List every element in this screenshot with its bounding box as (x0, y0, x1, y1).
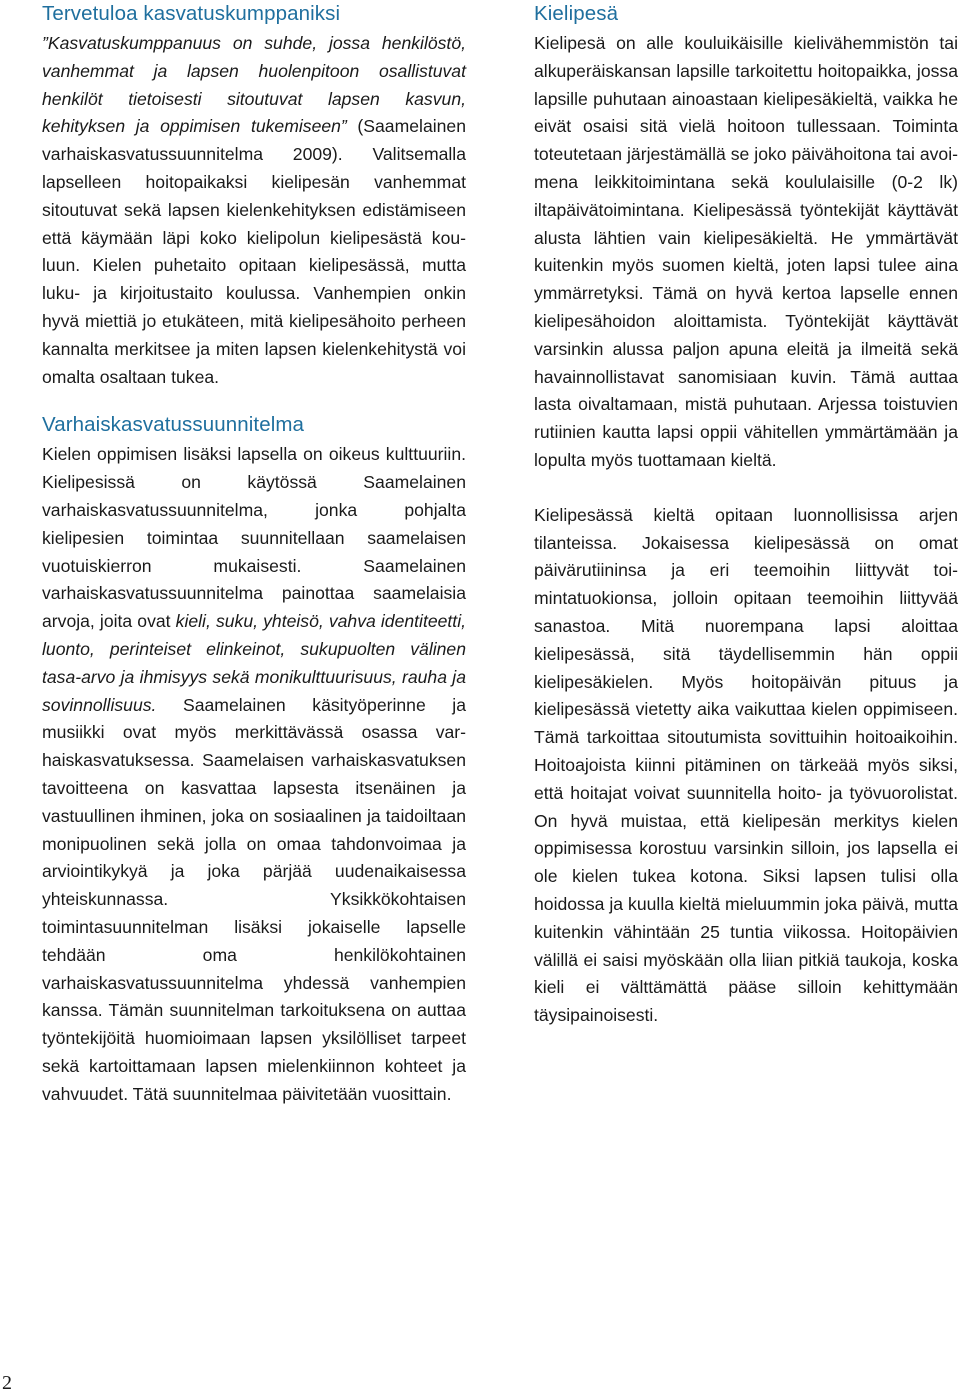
page-number: 2 (2, 1372, 12, 1394)
paragraph-partnership (42, 30, 466, 391)
heading-language-nest: Kielipesä (534, 2, 619, 25)
partnership-quote: ”Kasvatuskumppanuus on suhde, jossa henkilöstö, vanhemmat ja lapsen huolenpitoon osallistuvat henkilöt tietoisesti sitoutuvat lapsen kasvun, kehityksen ja oppimisen tukemiseen” (42, 33, 466, 137)
curriculum-text-b: Saamelainen käsityöperinne ja musiikki ovat myös merkittävässä osassa varhaiskasvatuksessa. Saamelaisen varhaiskasvatuksen tavoitteena on kasvattaa lapsesta itsenäinen ja vastuullinen ihminen, joka on sosiaalinen ja taidoiltaan monipuolinen sekä jolla on omaa tahdonvoimaa ja arviointikykyä ja joka pärjää uudenaikaisessa yhteiskunnassa. Yksikkökohtaisen toimintasuunnitelman lisäksi jokaiselle lapselle tehdään oma henkilökohtainen varhaiskasvatussuunnitelma yhdessä vanhempien kanssa. Tämän suunnitelman tarkoituksena on auttaa työntekijöitä huomioimaan lapsen yksilölliset tarpeet sekä kartoittamaan lapsen mielenkiinnon kohteet ja vahvuudet. Tätä suunnitelmaa päivitetään vuosittain. (42, 694, 466, 1104)
heading-welcome: Tervetuloa kasvatuskumppaniksi (42, 2, 341, 25)
paragraph-language-nest: Kielipesä on alle kouluikäisille kielivähemmistön tai alkuperäiskansan lapsille tarkoitettu hoitopaikka, jossa lapsille puhutaan ainoastaan kielipesäkieltä, vaikka he eivät osaisi sitä vielä hoitoon tullessaan. Toiminta toteutetaan järjestämällä se joko päivähoitona tai avoimena leikkitoimintana sekä koululaisille (0-2 lk) iltapäivätoimintana. Kielipesässä työntekijät käyttävät alusta lähtien vain kielipesäkieltä. He ymmärtävät kuitenkin myös suomen kieltä, joten lapsi tulee aina ymmärretyksi. Tämä on hyvä kertoa lapselle ennen kielipesähoidon aloittamista. Työntekijät käyttävät varsinkin alussa paljon apuna eleitä ja ilmeitä sekä havainnollistavat sanomisiaan kuvin. Tämä auttaa lasta oivaltamaan, mistä puhutaan. Arjessa toistuvien rutiinien kautta lapsi oppii vähitellen ymmärtämään ja lopulta myös tuottamaan kieltä. (534, 33, 958, 470)
curriculum-text-a: Kielen oppimisen lisäksi lapsella on oikeus kulttuuriin. Kielipesissä on käytössä Saamelainen varhaiskasvatussuunnitelma, jonka pohjalta kielipesien toimintaa suunnitellaan saamelaisen vuotuiskierron mukaisesti. Saamelainen varhaiskasvatussuunnitelma painottaa saamelaisia arvoja, joita ovat (42, 444, 466, 632)
heading-curriculum: Varhaiskasvatussuunnitelma (42, 413, 305, 437)
curriculum-values: kieli, suku, yhteisö, vahva identiteetti, luonto, perinteiset elinkeinot, sukupuolten välinen tasa-arvo ja ihmisyys sekä monikulttuurisuus, rauha ja sovinnollisuus. (42, 611, 466, 715)
left-column (42, 0, 466, 1108)
right-column (534, 0, 958, 1030)
paragraph-language-learning: Kielipesässä kieltä opitaan luonnollisissa arjen tilanteissa. Jokaisessa kielipesässä on omat päivärutiininsa ja eri teemoihin liittyvät toimintatuokionsa, jolloin opitaan teemoihin liittyvää sanastoa. Mitä nuorempana lapsi aloittaa kielipesässä, sitä täydellisemmin hän oppii kielipesäkielen. Myös hoitopäivän pituus ja kielipesässä vietetty aika vaikuttaa kielen oppimiseen. Tämä tarkoittaa sitoutumista sovittuihin hoitoaikoihin. Hoitoajoista kiinni pitäminen on tärkeää myös siksi, että hoitajat voivat suunnitella hoito- ja työvuorolistat. On hyvä muistaa, että kielipesän merkitys kielen oppimisessa korostuu varsinkin silloin, jos lapsella ei ole kielen tukea kotona. Siksi lapsen tulisi olla hoidossa ja kuulla kieltä mieluummin joka päivä, mutta kuitenkin vähintään 25 tuntia viikossa. Hoitopäivien välillä ei saisi myöskään olla liian pitkiä taukoja, koska kieli ei välttämättä pääse silloin kehittymään täysipainoisesti. (534, 504, 958, 1026)
paragraph-curriculum (42, 441, 466, 1108)
partnership-text: (Saamelainen varhaiskasvatussuunnitelma 2009). Valitsemalla lapselleen hoitopaikaksi kielipesän vanhemmat sitoutuvat sekä lapsen kielenkehityksen edistämiseen että käymään läpi koko kielipolun kielipesästä kouluun. Kielen puhetaito opitaan kielipesässä, mutta luku- ja kirjoitustaito koulussa. Vanhempien onkin hyvä miettiä jo etukäteen, mitä kielipesähoito perheen kannalta merkitsee ja miten lapsen kielenkehitystä voi omalta osaltaan tukea. (42, 116, 466, 387)
